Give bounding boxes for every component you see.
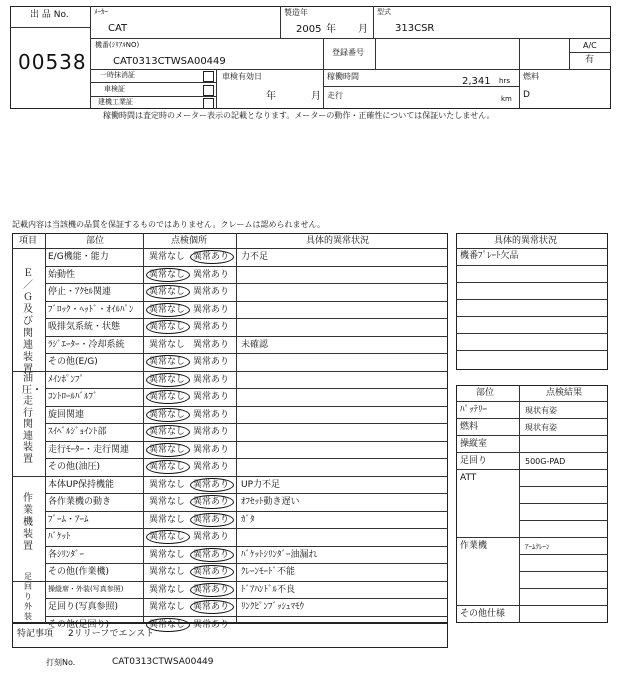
row-ok-option[interactable]: 異常なし bbox=[149, 392, 186, 402]
row-ok-option[interactable]: 異常なし bbox=[149, 357, 186, 367]
maker: CAT bbox=[108, 23, 128, 34]
ng-circle-mark bbox=[190, 583, 234, 597]
row-part: ｽｲﾍﾞﾙｼﾞｮｲﾝﾄ部 bbox=[48, 427, 107, 437]
result-part-cab: 操縦室 bbox=[460, 439, 488, 449]
ok-circle-mark bbox=[146, 530, 190, 544]
row-ng-option[interactable]: 異常あり bbox=[193, 252, 230, 262]
row-ng-option[interactable]: 異常あり bbox=[193, 584, 230, 595]
table-row bbox=[45, 301, 448, 319]
row-detail: ｸﾚｰﾝﾓｰﾄﾞ不能 bbox=[241, 567, 296, 577]
result-header-part: 部位 bbox=[476, 388, 495, 398]
row-part: 旋回関連 bbox=[48, 409, 85, 420]
row-ok-option[interactable]: 異常なし bbox=[149, 532, 186, 542]
ng-circle-mark bbox=[190, 600, 234, 614]
disclaimer: 記載内容は当該機の品質を保証するものではありません。クレームは認められません。 bbox=[12, 220, 325, 229]
row-part: ﾒｲﾝﾎﾟﾝﾌﾟ bbox=[48, 374, 85, 385]
row-part: ｺﾝﾄﾛｰﾙﾊﾞﾙﾌﾞ bbox=[48, 392, 98, 402]
ok-circle-mark bbox=[146, 303, 190, 317]
result-part-fuel: 燃料 bbox=[460, 422, 479, 432]
item-no: 00538 bbox=[18, 50, 87, 74]
result-fuel: 現状有姿 bbox=[525, 423, 557, 432]
km-unit: km bbox=[501, 95, 512, 103]
month-unit: 月 bbox=[358, 24, 368, 35]
result-part-undercarriage: 足回り bbox=[460, 456, 488, 466]
row-ng-option[interactable]: 異常あり bbox=[193, 304, 230, 315]
row-ng-option[interactable]: 異常あり bbox=[193, 322, 230, 332]
table-row bbox=[45, 476, 448, 494]
header-part: 部位 bbox=[86, 236, 105, 246]
group-work-equipment: 作業機装置 bbox=[23, 493, 33, 552]
row-part: 各ｼﾘﾝﾀﾞｰ bbox=[48, 549, 85, 560]
row-detail: ﾊﾞｹｯﾄｼﾘﾝﾀﾞｰ油漏れ bbox=[241, 549, 318, 560]
row-ok-option[interactable]: 異常なし bbox=[149, 462, 186, 472]
table-row bbox=[45, 248, 448, 266]
row-ok-option[interactable]: 異常なし bbox=[149, 322, 186, 332]
ok-circle-mark bbox=[146, 408, 190, 422]
year-label: 製造年 bbox=[284, 8, 308, 17]
row-part: ﾗｼﾞｴｰﾀｰ・冷却系統 bbox=[48, 339, 125, 350]
row-detail: ｶﾞﾀ bbox=[241, 514, 255, 525]
table-row bbox=[45, 266, 448, 284]
meter-note: 稼働時間は査定時のメーター表示の記載となります。メーターの動作・正確性については保証いたしません。 bbox=[103, 111, 495, 120]
row-ng-option[interactable]: 異常あり bbox=[193, 497, 230, 507]
table-row bbox=[45, 511, 448, 529]
table-row bbox=[45, 371, 448, 389]
row-ok-option[interactable]: 異常なし bbox=[149, 339, 186, 350]
row-part: その他(E/G) bbox=[48, 357, 98, 367]
remarks-label: 特記事項 bbox=[17, 629, 54, 639]
maker-label: ﾒｰｶｰ bbox=[94, 8, 108, 16]
row-ng-option[interactable]: 異常あり bbox=[193, 287, 230, 297]
result-work: ｱｰﾑｸﾚｰﾝ bbox=[525, 543, 550, 551]
row-detail: UP力不足 bbox=[241, 479, 281, 490]
row-ok-option[interactable]: 異常なし bbox=[149, 584, 186, 595]
model: 313CSR bbox=[395, 23, 435, 34]
row-ok-option[interactable]: 異常なし bbox=[149, 374, 186, 385]
group-engine: Ｅ／Ｇ及び関連装置 bbox=[23, 268, 33, 375]
inspection-cert-checkbox[interactable] bbox=[203, 85, 214, 96]
row-ng-option[interactable]: 異常あり bbox=[193, 427, 230, 437]
row-ng-option[interactable]: 異常あり bbox=[193, 444, 230, 455]
table-row bbox=[45, 388, 448, 406]
temp-cert-checkbox[interactable] bbox=[203, 71, 214, 82]
result-battery: 現状有姿 bbox=[525, 406, 557, 415]
header-detail: 具体的異常状況 bbox=[306, 236, 370, 246]
result-undercarriage: 500G-PAD bbox=[525, 457, 566, 466]
ok-circle-mark bbox=[146, 373, 190, 387]
fuel-label: 燃料 bbox=[523, 72, 539, 81]
row-ok-option[interactable]: 異常なし bbox=[149, 444, 186, 455]
table-row bbox=[45, 598, 448, 616]
serial: CAT0313CTWSA00449 bbox=[113, 56, 226, 67]
stamp-number: CAT0313CTWSA00449 bbox=[112, 657, 214, 667]
ok-circle-mark bbox=[146, 268, 190, 282]
row-part: 操縦席・外装(写真参照) bbox=[48, 584, 124, 593]
ac-label: A/C bbox=[583, 41, 597, 50]
row-ok-option[interactable]: 異常なし bbox=[149, 567, 186, 577]
item-no-label: 出 品 No. bbox=[30, 10, 69, 20]
row-part: ﾊﾞｹｯﾄ bbox=[48, 532, 71, 542]
group-undercarriage: 足回り外装 bbox=[24, 572, 32, 621]
ng-circle-mark bbox=[190, 565, 234, 579]
ok-circle-mark bbox=[146, 460, 190, 474]
header-check: 点検個所 bbox=[171, 236, 208, 246]
ng-circle-mark bbox=[190, 478, 234, 492]
row-detail: 未確認 bbox=[241, 339, 269, 350]
row-ok-option[interactable]: 異常なし bbox=[149, 514, 186, 525]
table-row bbox=[45, 581, 448, 599]
ac-value: 有 bbox=[585, 55, 595, 65]
row-part: 本体UP保持機能 bbox=[48, 479, 115, 490]
table-row bbox=[45, 441, 448, 459]
right-detail-first: 機番ﾌﾟﾚｰﾄ欠品 bbox=[460, 251, 519, 261]
ok-circle-mark bbox=[146, 355, 190, 369]
hours-value: 2,341 bbox=[462, 76, 491, 87]
result-header-result: 点検結果 bbox=[546, 388, 583, 398]
table-row bbox=[45, 406, 448, 424]
row-part: その他(油圧) bbox=[48, 462, 101, 472]
row-ng-option[interactable]: 異常あり bbox=[193, 269, 230, 280]
row-ng-option[interactable]: 異常あり bbox=[193, 357, 230, 367]
row-ng-option[interactable]: 異常あり bbox=[193, 409, 230, 420]
result-part-att: ATT bbox=[460, 473, 477, 483]
remarks-text: 2リリーフでエンスト bbox=[68, 629, 155, 639]
row-ok-option[interactable]: 異常なし bbox=[149, 427, 186, 437]
row-ok-option[interactable]: 異常なし bbox=[149, 497, 186, 507]
ok-circle-mark bbox=[146, 443, 190, 457]
ng-circle-mark bbox=[190, 513, 234, 527]
table-row bbox=[45, 493, 448, 511]
row-ok-option[interactable]: 異常なし bbox=[149, 409, 186, 420]
row-ng-option[interactable]: 異常あり bbox=[193, 567, 230, 577]
reg-label: 登録番号 bbox=[332, 48, 364, 57]
row-detail: ｵﾌｾｯﾄ動き遅い bbox=[241, 497, 300, 507]
inspect-expiry-label: 車検有効日 bbox=[222, 72, 262, 81]
row-part: E/G機能・能力 bbox=[48, 252, 109, 262]
table-row bbox=[45, 458, 448, 476]
table-row bbox=[45, 546, 448, 564]
ok-circle-mark bbox=[146, 390, 190, 404]
row-ng-option[interactable]: 異常あり bbox=[193, 392, 230, 402]
table-row bbox=[45, 528, 448, 546]
row-ng-option[interactable]: 異常あり bbox=[193, 479, 230, 490]
hours-unit: hrs bbox=[499, 77, 510, 85]
ng-circle-mark bbox=[190, 495, 234, 509]
result-part-other: その他仕様 bbox=[460, 609, 506, 619]
table-row bbox=[45, 353, 448, 371]
right-detail-header: 具体的異常状況 bbox=[494, 236, 558, 246]
inspect-year-unit: 年 bbox=[266, 91, 276, 102]
scrap-cert-checkbox[interactable] bbox=[203, 98, 214, 109]
table-row bbox=[45, 336, 448, 354]
row-ok-option[interactable]: 異常なし bbox=[149, 602, 186, 612]
serial-label: 機番(ｼﾘｱﾙNO) bbox=[95, 41, 140, 49]
table-row bbox=[45, 423, 448, 441]
temp-cert-label: 一時抹消証 bbox=[100, 71, 135, 79]
row-part: 停止・ｱｸｾﾙ関連 bbox=[48, 287, 112, 297]
ng-circle-mark bbox=[190, 250, 234, 264]
result-part-battery: ﾊﾞｯﾃﾘｰ bbox=[460, 405, 488, 415]
fuel-value: D bbox=[523, 90, 530, 100]
year-unit: 年 bbox=[326, 24, 336, 35]
row-ng-option[interactable]: 異常あり bbox=[193, 549, 230, 560]
year-value: 2005 bbox=[296, 24, 322, 35]
stamp-label: 打刻No. bbox=[46, 658, 76, 667]
row-part: 走行ﾓｰﾀｰ・走行関連 bbox=[48, 444, 130, 455]
row-ng-option[interactable]: 異常あり bbox=[193, 602, 230, 612]
row-ng-option[interactable]: 異常あり bbox=[193, 532, 230, 542]
table-row bbox=[45, 563, 448, 581]
header-item: 項目 bbox=[19, 236, 38, 246]
row-ok-option[interactable]: 異常なし bbox=[149, 269, 186, 280]
row-detail: ﾄﾞｱﾊﾝﾄﾞﾙ不良 bbox=[241, 584, 296, 595]
ok-circle-mark bbox=[146, 320, 190, 334]
result-part-work: 作業機 bbox=[460, 541, 488, 551]
ok-circle-mark bbox=[146, 425, 190, 439]
row-ok-option[interactable]: 異常なし bbox=[149, 304, 186, 315]
row-ok-option[interactable]: 異常なし bbox=[149, 252, 186, 262]
row-part: ﾌﾞｰﾑ・ｱｰﾑ bbox=[48, 514, 89, 525]
row-part: その他(作業機) bbox=[48, 567, 110, 577]
table-row bbox=[45, 318, 448, 336]
row-part: ﾌﾞﾛｯｸ・ﾍｯﾄﾞ・ｵｲﾙﾊﾟﾝ bbox=[48, 304, 134, 315]
ng-circle-mark bbox=[190, 548, 234, 562]
row-ng-option[interactable]: 異常あり bbox=[193, 619, 230, 630]
model-label: 型式 bbox=[377, 8, 391, 16]
table-row bbox=[45, 283, 448, 301]
row-part: 吸排気系統・状態 bbox=[48, 322, 121, 332]
ok-circle-mark bbox=[146, 285, 190, 299]
hours-label: 稼働時間 bbox=[327, 72, 359, 81]
row-ok-option[interactable]: 異常なし bbox=[149, 549, 186, 560]
row-part: 始動性 bbox=[48, 269, 76, 280]
row-ng-option[interactable]: 異常あり bbox=[193, 374, 230, 385]
row-part: 足回り(写真参照) bbox=[48, 602, 119, 612]
row-ng-option[interactable]: 異常あり bbox=[193, 514, 230, 525]
scrap-cert-label: 建機工業証 bbox=[98, 98, 133, 106]
inspection-cert-label: 車検証 bbox=[104, 85, 125, 93]
row-ok-option[interactable]: 異常なし bbox=[149, 619, 186, 630]
row-ng-option[interactable]: 異常あり bbox=[193, 462, 230, 472]
row-ok-option[interactable]: 異常なし bbox=[149, 479, 186, 490]
group-hydraulic: 油圧・走行関連装置 bbox=[22, 373, 42, 465]
row-detail: ﾘﾝｸﾋﾟﾝﾌﾞｯｼｭﾏﾓｳ bbox=[241, 602, 305, 612]
row-part: その他(足回り) bbox=[48, 619, 110, 630]
distance-label: 走行 bbox=[327, 91, 343, 100]
row-ng-option[interactable]: 異常あり bbox=[193, 339, 230, 350]
row-ok-option[interactable]: 異常なし bbox=[149, 287, 186, 297]
inspect-month-unit: 月 bbox=[311, 91, 321, 102]
row-detail: 力不足 bbox=[241, 252, 269, 262]
row-part: 各作業機の動き bbox=[48, 497, 112, 507]
